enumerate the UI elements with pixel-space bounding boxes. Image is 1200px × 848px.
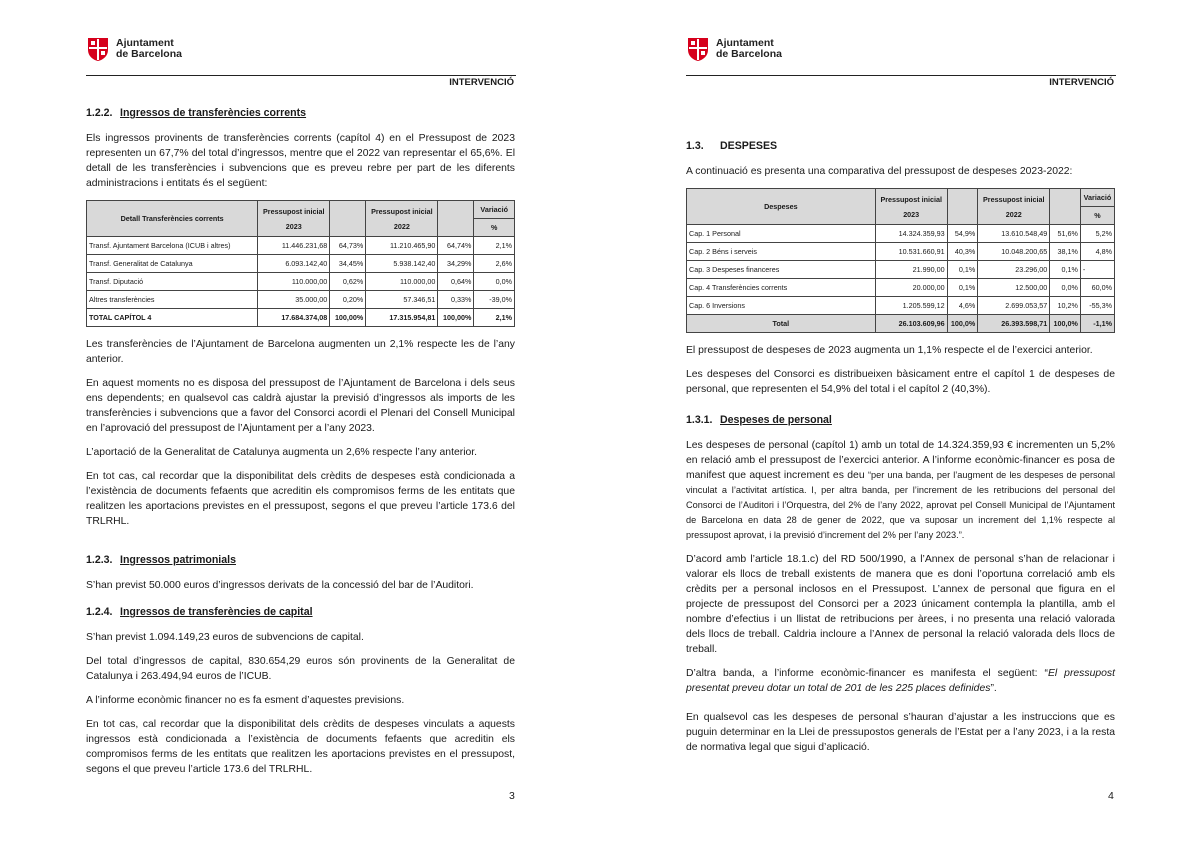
header-rule bbox=[86, 75, 516, 76]
barcelona-shield-icon bbox=[686, 36, 710, 62]
table-header bbox=[438, 201, 474, 237]
paragraph: Els ingressos provinents de transferències corrents (capítol 4) en el Pressupost de 2023 representen un 67,7% del total d’ingressos, mentre que el 2022 van representar el 65,6%. El detall de les transferències i subvencions que es preveu rebre per part de les diferents administracions i entitats és el següent: bbox=[86, 133, 515, 189]
logo-line-1: Ajuntament bbox=[116, 37, 174, 49]
table-row: Transf. Generalitat de Catalunya 6.093.142,40 34,45% 5.938.142,40 34,29% 2,6% bbox=[87, 255, 515, 273]
paragraph: En qualsevol cas les despeses de personal s’hauran d’ajustar a les instruccions que es puguin determinar en la Llei de pressupostos generals de l’Estat per a l’any 2023, i a la resta de normativa legal que sigui d’aplicació. bbox=[686, 712, 1115, 753]
paragraph: El pressupost de despeses de 2023 augmenta un 1,1% respecte el de l’exercici anterior. bbox=[686, 345, 1093, 356]
header-rule bbox=[686, 75, 1116, 76]
paragraph: D’altra banda, a l’informe econòmic-financer es manifesta el següent: “El pressupost presentat preveu dotar un total de 201 de les 225 places definides”. bbox=[686, 668, 1115, 694]
table-header bbox=[330, 201, 366, 237]
paragraph: En aquest moments no es disposa del pressupost de l’Ajuntament de Barcelona i dels seus ens dependents; en qualsevol cas caldrà ajustar la previsió d’ingressos als imports de les transferències i subvencions que a favor del Consorci acordi el Plenari del Consell Municipal en l’aprovació del pressupost de l’Ajuntament per a l’any 2023. bbox=[86, 378, 515, 434]
paragraph: En tot cas, cal recordar que la disponibilitat dels crèdits de despeses està condicionada a l’existència de documents fefaents que acreditin els compromisos ferms de les entitats que realitzen les aportacions previstes en el pressupost, segons el que preveu l’article 173.6 del TRLRHL. bbox=[86, 471, 515, 527]
table-row: Cap. 3 Despeses financeres 21.990,00 0,1% 23.296,00 0,1% - bbox=[687, 261, 1115, 279]
heading-1-3-1: 1.3.1. Despeses de personal bbox=[686, 414, 832, 426]
table-row: Cap. 2 Béns i serveis 10.531.660,91 40,3% 10.048.200,65 38,1% 4,8% bbox=[687, 243, 1115, 261]
paragraph: En tot cas, cal recordar que la disponibilitat dels crèdits de despeses vinculats a aquests ingressos està condicionada a l’existència de documents fefaents que acreditin els compromisos ferms de les entitats que realitzen les aportacions previstes en el pressupost, segons el que preveu l’article 173.6 del TRLRHL. bbox=[86, 719, 515, 775]
despeses-table bbox=[686, 188, 1115, 333]
heading-1-2-3: 1.2.3. Ingressos patrimonials bbox=[86, 554, 236, 566]
ajuntament-logo bbox=[686, 36, 782, 62]
paragraph: Les despeses del Consorci es distribueixen bàsicament entre el capítol 1 de despeses de personal, que representen el 54,9% del total i el capítol 2 (40,3%). bbox=[686, 369, 1115, 395]
page-right bbox=[600, 0, 1200, 848]
table-header: Variació bbox=[1080, 189, 1114, 207]
paragraph: Les despeses de personal (capítol 1) amb un total de 14.324.359,93 € incrementen un 5,2% en relació amb el pressupost de l’exercici anterior. A l’informe econòmic-financer es posa de manifest que aquest increment es deu “per una banda, per l’augment de les despeses de personal vinculat a l’activitat artística. I, per altra banda, per l’increment de les retribucions del personal del Consorci de l’Auditori i l’Orquestra, del 2% de l’any 2022, aprovat pel Consell Municipal de l’Ajuntament de Barcelona en data 28 de gener de 2022, que va suposar un increment del 1,1% respecte al pressupost aprovat, i la previsió d’increment del 2% per l’any 2023.”. bbox=[686, 440, 1115, 540]
logo-line-2: de Barcelona bbox=[716, 48, 782, 60]
table-row: Transf. Diputació 110.000,00 0,62% 110.000,00 0,64% 0,0% bbox=[87, 273, 515, 291]
table-header: % bbox=[1080, 207, 1114, 225]
heading-1-2-2: 1.2.2. Ingressos de transferències corrents bbox=[86, 107, 307, 119]
page-content bbox=[686, 139, 1115, 764]
table-header bbox=[947, 189, 978, 225]
paragraph: S’han previst 1.094.149,23 euros de subvencions de capital. bbox=[86, 632, 364, 643]
section-label: INTERVENCIÓ bbox=[449, 77, 514, 88]
table-row: Transf. Ajuntament Barcelona (ICUB i altres) 11.446.231,68 64,73% 11.210.465,90 64,74% 2,1% bbox=[87, 237, 515, 255]
table-header: Pressupost inicial 2023 bbox=[875, 189, 947, 225]
table-row: Cap. 4 Transferències corrents 20.000,00 0,1% 12.500,00 0,0% 60,0% bbox=[687, 279, 1115, 297]
table-row: Altres transferències 35.000,00 0,20% 57.346,51 0,33% -39,0% bbox=[87, 291, 515, 309]
table-header: Pressupost inicial 2023 bbox=[258, 201, 330, 237]
logo-line-2: de Barcelona bbox=[116, 48, 182, 60]
table-header: Despeses bbox=[687, 189, 876, 225]
heading-1-2-4: 1.2.4. Ingressos de transferències de capital bbox=[86, 606, 313, 618]
paragraph: A continuació es presenta una comparativa del pressupost de despeses 2023-2022: bbox=[686, 166, 1073, 177]
page-number: 4 bbox=[1108, 790, 1114, 802]
paragraph: S’han previst 50.000 euros d’ingressos derivats de la concessió del bar de l’Auditori. bbox=[86, 580, 474, 591]
paragraph: A l’informe econòmic financer no es fa esment d’aquestes previsions. bbox=[86, 695, 405, 706]
paragraph: Les transferències de l’Ajuntament de Barcelona augmenten un 2,1% respecte les de l’any anterior. bbox=[86, 339, 515, 365]
table-row: Cap. 1 Personal 14.324.359,93 54,9% 13.610.548,49 51,6% 5,2% bbox=[687, 225, 1115, 243]
quote-text: “per una banda, per l’augment de les despeses de personal vinculat a l’activitat artística. I, per altra banda, per l’increment de les retribucions del personal del Consorci de l’Auditori i l’Orquestra, del 2% de l’any 2022, aprovat pel Consell Municipal de l’Ajuntament de Barcelona en data 28 de gener de 2022, que va suposar un increment del 1,1% respecte al pressupost aprovat, i la previsió d’increment del 2% per l’any 2023.”. bbox=[686, 470, 1115, 540]
table-header: Pressupost inicial 2022 bbox=[366, 201, 438, 237]
paragraph: D’acord amb l’article 18.1.c) del RD 500/1990, a l’Annex de personal s’han de relacionar i valorar els llocs de treball existents de manera que es doni l’oportuna correlació amb els crèdits per a personal inclosos en el Pressupost. L’annex de personal que figura en el projecte de pressupost del Consorci per a 2023 únicament contempla la plantilla, amb el nombre d’efectius i un llistat de retribucions per àrees, i no presenta una relació valorada dels llocs de treball. Caldria incloure a l’Annex de personal la relació valorada dels llocs de treball. bbox=[686, 554, 1115, 655]
paragraph: L’aportació de la Generalitat de Catalunya augmenta un 2,6% respecte l’any anterior. bbox=[86, 447, 478, 458]
table-header bbox=[1050, 189, 1081, 225]
logo-line-1: Ajuntament bbox=[716, 37, 774, 49]
heading-1-3: 1.3. DESPESES bbox=[686, 140, 778, 152]
page-content bbox=[86, 106, 515, 786]
table-total-row: TOTAL CAPÍTOL 4 17.684.374,08 100,00% 17.315.954,81 100,00% 2,1% bbox=[87, 309, 515, 327]
page-number: 3 bbox=[509, 790, 515, 802]
table-total-row: Total 26.103.609,96 100,0% 26.393.598,71 100,0% -1,1% bbox=[687, 315, 1115, 333]
barcelona-shield-icon bbox=[86, 36, 110, 62]
quote-text: El pressupost presentat preveu dotar un total de 201 de les 225 places definides bbox=[686, 668, 1115, 694]
paragraph: Del total d’ingressos de capital, 830.654,29 euros són provinents de la Generalitat de Catalunya i 263.494,94 euros de l’ICUB. bbox=[86, 656, 515, 682]
table-row: Cap. 6 Inversions 1.205.599,12 4,6% 2.699.053,57 10,2% -55,3% bbox=[687, 297, 1115, 315]
table-header: Pressupost inicial 2022 bbox=[978, 189, 1050, 225]
section-label: INTERVENCIÓ bbox=[1049, 77, 1114, 88]
table-header: Detall Transferències corrents bbox=[87, 201, 258, 237]
table-header: Variació bbox=[474, 201, 515, 219]
ajuntament-logo bbox=[86, 36, 182, 62]
table-header: % bbox=[474, 219, 515, 237]
transferencies-table bbox=[86, 200, 515, 327]
